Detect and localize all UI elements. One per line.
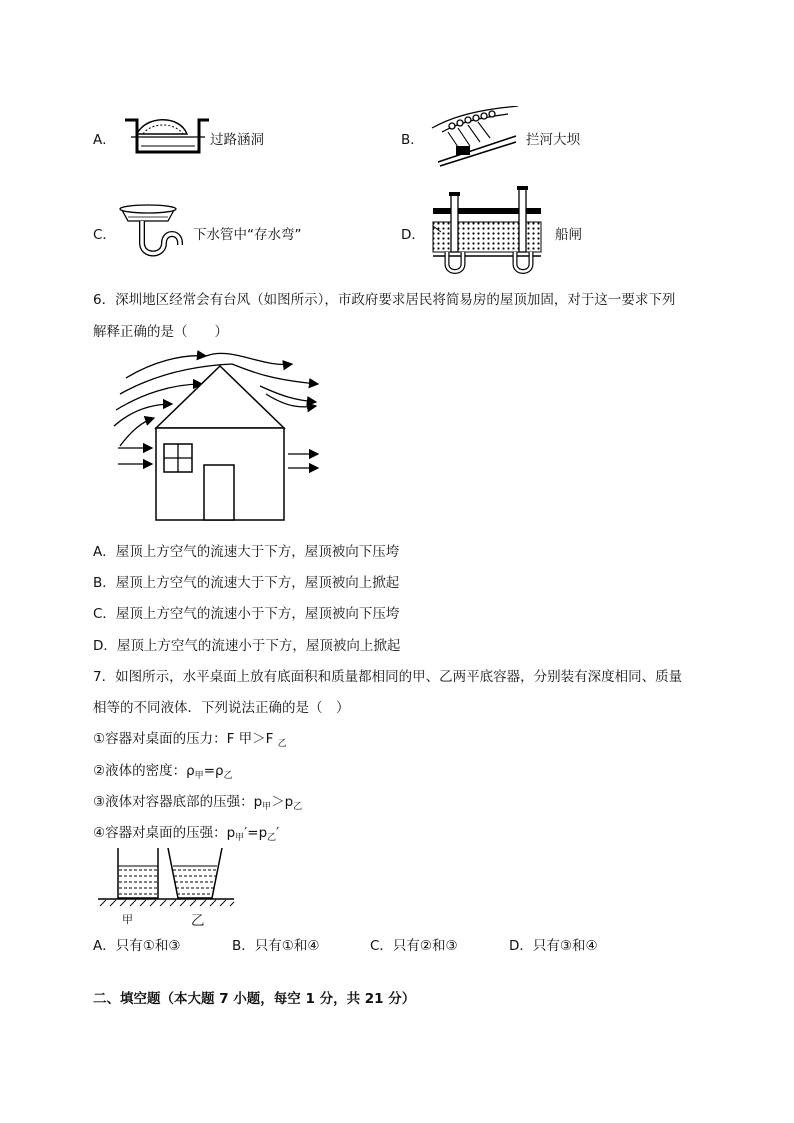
container-label-yi: 乙: [191, 913, 205, 929]
q6-option-b: B．屋顶上方空气的流速大于下方，屋顶被向上掀起: [93, 575, 400, 591]
q7-option-c: C．只有②和③: [370, 938, 458, 954]
q5-option-a-label: 过路涵洞: [210, 132, 264, 148]
q5-option-c-label: 下水管中“存水弯”: [193, 227, 302, 243]
q6-stem-line2: 解释正确的是（ ）: [93, 324, 228, 340]
q7-statement-3: ③液体对容器底部的压强：$p_甲>p_乙$: [93, 794, 303, 812]
q7-stem-line2: 相等的不同液体．下列说法正确的是（ ）: [93, 700, 350, 716]
q7-statement-2: ②液体的密度：$\rho_甲=\rho_乙$: [93, 763, 233, 781]
house-wind-figure: [112, 348, 327, 524]
q5-option-d-label: 船闸: [555, 227, 582, 243]
q5-option-b-letter: B．: [401, 132, 424, 148]
q5-option-c-letter: C．: [93, 227, 116, 243]
q7-stem-line1: 7．如图所示，水平桌面上放有底面积和质量都相同的甲、乙两平底容器，分别装有深度相同、质量: [93, 669, 683, 685]
q6-stem-line1: 6．深圳地区经常会有台风（如图所示），市政府要求居民将简易房的屋顶加固，对于这一要求下列: [93, 292, 676, 308]
q6-option-a: A．屋顶上方空气的流速大于下方，屋顶被向下压垮: [93, 544, 400, 560]
q7-option-d: D．只有③和④: [509, 938, 598, 954]
q6-option-c: C．屋顶上方空气的流速小于下方，屋顶被向下压垮: [93, 606, 400, 622]
culvert-figure: [123, 108, 213, 158]
q5-option-a-letter: A．: [93, 132, 116, 148]
q7-option-a: A．只有①和③: [93, 938, 181, 954]
drain-trap-figure: [118, 203, 193, 261]
dam-figure: [430, 106, 520, 168]
q6-option-d: D．屋顶上方空气的流速小于下方，屋顶被向上掀起: [93, 638, 401, 654]
q5-option-d-letter: D．: [401, 227, 425, 243]
q7-statement-4: ④容器对桌面的压强：$p_甲'=p_乙'$: [93, 825, 280, 843]
containers-figure: [96, 846, 236, 912]
q7-statement-1: ①容器对桌面的压力：F 甲＞F $_乙$: [93, 731, 287, 749]
ship-lock-figure: [431, 186, 546, 278]
q7-option-b: B．只有①和④: [232, 938, 320, 954]
q5-option-b-label: 拦河大坝: [526, 132, 580, 148]
section-2-heading: 二、填空题（本大题 7 小题，每空 1 分，共 21 分）: [93, 991, 416, 1007]
container-label-jia: 甲: [122, 913, 133, 926]
